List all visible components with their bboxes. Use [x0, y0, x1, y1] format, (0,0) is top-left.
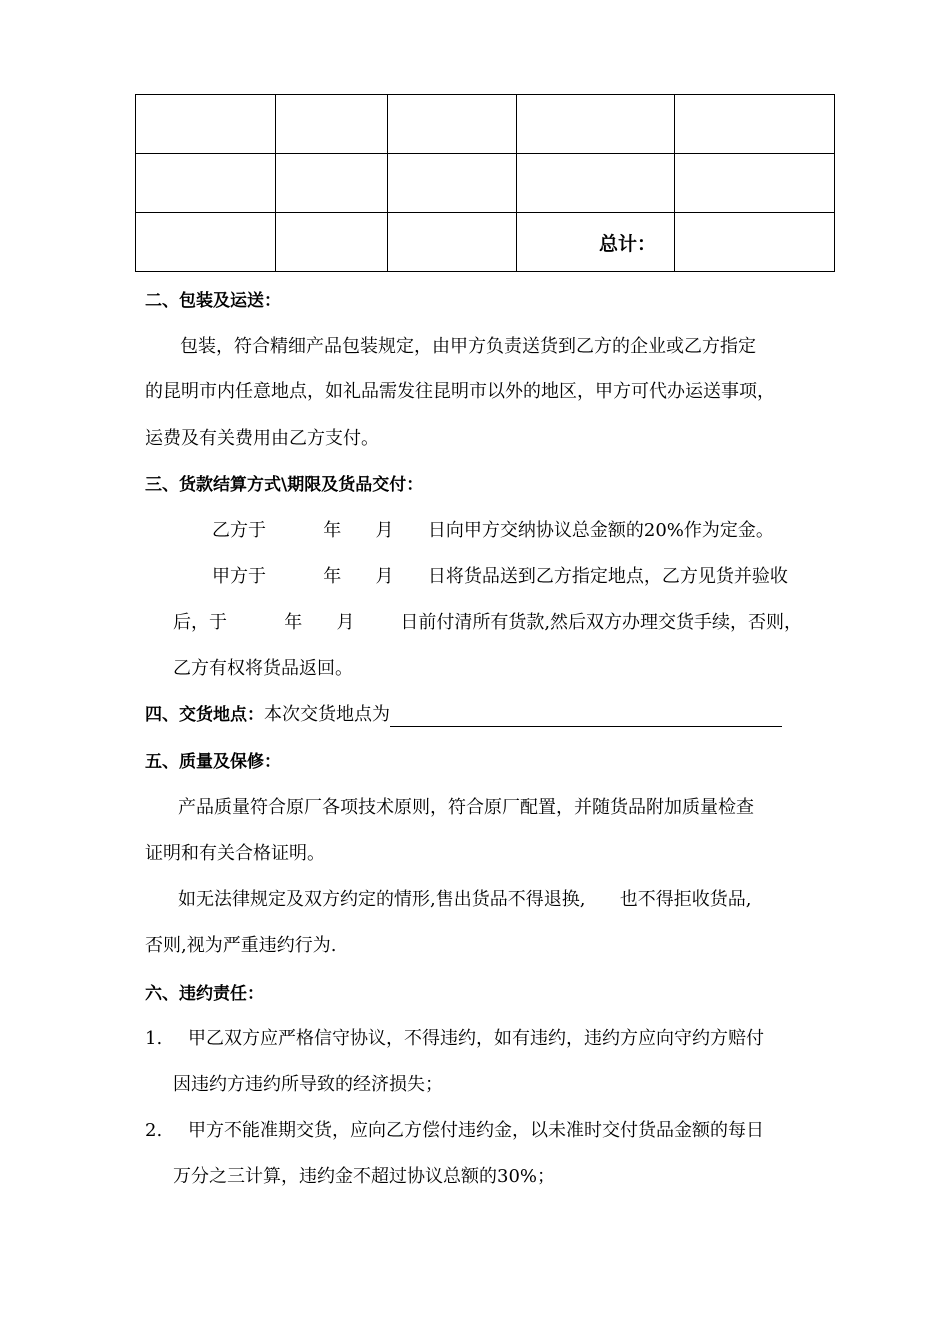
table-cell: [517, 95, 675, 154]
fill-in-blank: [390, 706, 782, 727]
list-item-text: 甲乙双方应严格信守协议，不得违约，如有违约，违约方应向守约方赔付: [188, 1028, 764, 1049]
table-row-total: [136, 213, 835, 272]
section-heading-delivery: 四、交货地点：: [145, 705, 264, 725]
table-cell: [388, 154, 517, 213]
paragraph-line: 乙方于 年 月 日向甲方交纳协议总金额的20%作为定金。: [212, 520, 774, 541]
goods-table: [135, 94, 835, 272]
total-value-cell: [675, 213, 835, 272]
delivery-location-text: 本次交货地点为: [264, 704, 390, 725]
paragraph-line: 甲方于 年 月 日将货品送到乙方指定地点，乙方见货并验收: [212, 566, 788, 587]
total-label: 总计：: [517, 213, 675, 272]
delivery-location-line: [145, 703, 782, 727]
list-item-number: 2.: [145, 1120, 163, 1141]
table-cell: [675, 154, 835, 213]
list-item-text: 因违约方违约所导致的经济损失；: [173, 1074, 443, 1095]
list-item-text: 万分之三计算，违约金不超过协议总额的30%；: [173, 1166, 556, 1187]
table-row: [136, 154, 835, 213]
table-cell: [136, 95, 276, 154]
paragraph-line: 如无法律规定及双方约定的情形,售出货品不得退换, 也不得拒收货品,: [178, 889, 752, 910]
table-cell: [276, 154, 388, 213]
table-cell: [388, 213, 517, 272]
paragraph-line: 包装，符合精细产品包装规定，由甲方负责送货到乙方的企业或乙方指定: [180, 336, 756, 357]
table-cell: [675, 95, 835, 154]
paragraph-line: 产品质量符合原厂各项技术原则，符合原厂配置，并随货品附加质量检查: [178, 797, 754, 818]
table-cell: [136, 213, 276, 272]
section-heading-liability: 六、违约责任：: [145, 984, 264, 1004]
table-cell: [276, 95, 388, 154]
section-heading-quality: 五、质量及保修：: [145, 752, 281, 772]
section-heading-packaging: 二、包装及运送：: [145, 291, 281, 311]
list-item-text: 甲方不能准期交货，应向乙方偿付违约金，以未准时交付货品金额的每日: [188, 1120, 764, 1141]
section-heading-payment: 三、货款结算方式\期限及货品交付：: [145, 475, 424, 495]
table-cell: [517, 154, 675, 213]
table-cell: [136, 154, 276, 213]
paragraph-line: 证明和有关合格证明。: [145, 843, 325, 864]
paragraph-line: 后，于 年 月 日前付清所有货款,然后双方办理交货手续，否则，: [173, 612, 803, 633]
paragraph-line: 运费及有关费用由乙方支付。: [145, 428, 379, 449]
paragraph-line: 的昆明市内任意地点，如礼品需发往昆明市以外的地区，甲方可代办运送事项，: [145, 381, 775, 402]
list-item-number: 1.: [145, 1028, 163, 1049]
table-cell: [388, 95, 517, 154]
paragraph-line: 否则,视为严重违约行为.: [145, 935, 337, 956]
table-row: [136, 95, 835, 154]
table-cell: [276, 213, 388, 272]
paragraph-line: 乙方有权将货品返回。: [173, 658, 353, 679]
